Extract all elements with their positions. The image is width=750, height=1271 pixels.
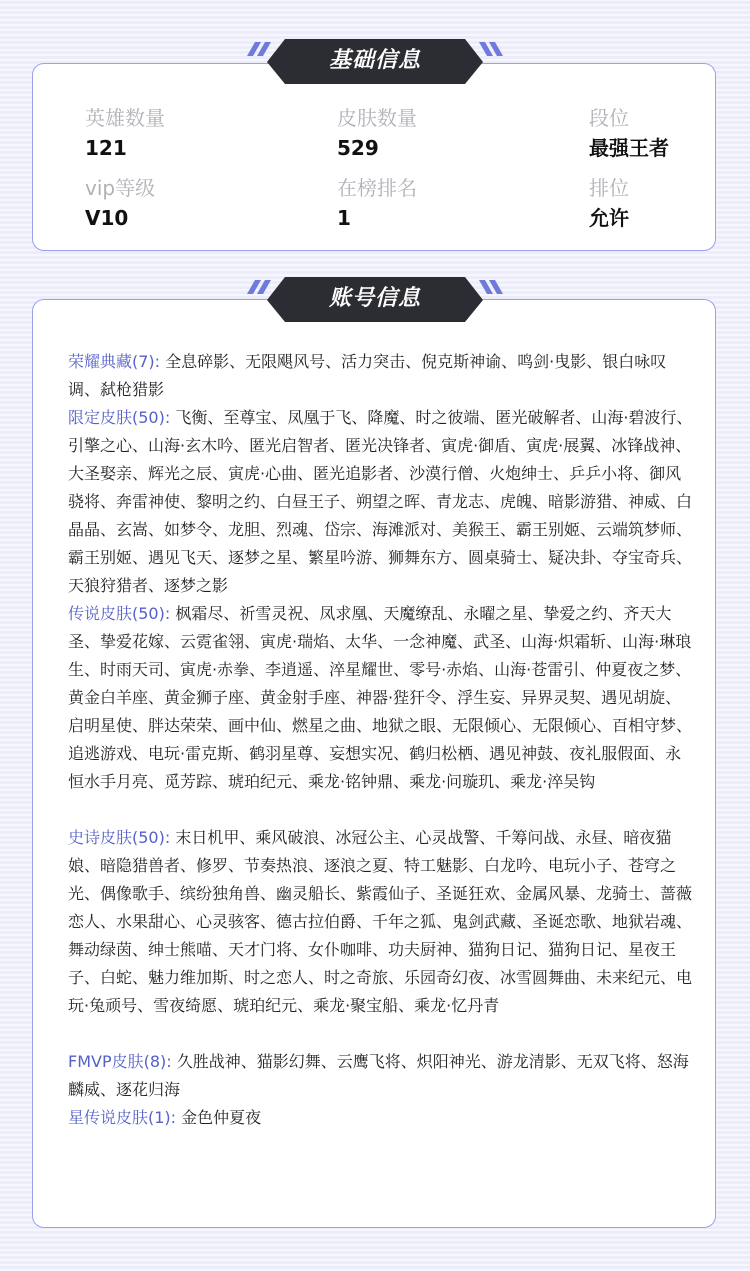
stat-value: 最强王者 [589,136,669,160]
category-label: 限定皮肤(50): [68,408,171,427]
category-items: 飞衡、至尊宝、凤凰于飞、降魔、时之彼端、匿光破解者、山海·碧波行、引擎之心、山海·玄木吟、匿光启智者、匿光决锋者、寅虎·御盾、寅虎·展翼、冰锋战神、大圣娶亲、辉光之辰、寅虎·心曲、匿光追影者、沙漠行僧、火炮绅士、乒乒小将、御风骁将、奔雷神使、黎明之约、白昼王子、朔望之晖、青龙志、虎魄、暗影游猎、神威、白晶晶、玄嵩、如梦令、龙胆、烈魂、岱宗、海滩派对、美猴王、霸王别姬、云端筑梦师、霸王别姬、遇见飞天、逐梦之星、繁星吟游、狮舞东方、圆桌骑士、疑决卦、夺宝奇兵、天狼狩猎者、逐梦之影 [68,408,693,595]
stat-ranked-allowed [589,175,750,231]
stat-label: vip等级 [85,176,156,200]
category-label: FMVP皮肤(8): [68,1052,172,1071]
skin-category-epic [68,824,693,1020]
stat-skin-count [337,105,537,161]
skin-category-limited [68,404,693,600]
category-items: 全息碎影、无限飓风号、活力突击、倪克斯神谕、鸣剑·曳影、银白咏叹调、弑枪猎影 [68,352,667,399]
category-items: 金色仲夏夜 [181,1108,262,1127]
section-title: 账号信息 [328,286,421,311]
category-items: 枫霜尽、祈雪灵祝、凤求凰、天魔缭乱、永曜之星、挚爱之约、齐天大圣、挚爱花嫁、云霓雀翎、寅虎·瑞焰、太华、一念神魔、武圣、山海·炽霜斩、山海·琳琅生、时雨天司、寅虎·赤拳、李逍遥、淬星耀世、零号·赤焰、山海·苍雷引、仲夏夜之梦、黄金白羊座、黄金狮子座、黄金射手座、神器·狴犴令、浮生妄、异界灵契、遇见胡旋、启明星使、胖达荣荣、画中仙、燃星之曲、地狱之眼、无限倾心、无限倾心、百相守梦、追逃游戏、电玩·雷克斯、鹤羽星尊、妄想实况、鹤归松栖、遇见神鼓、夜礼服假面、永恒水手月亮、觅芳踪、琥珀纪元、乘龙·铭钟鼎、乘龙·问璇玑、乘龙·淬吴钩 [68,604,693,791]
stat-label: 排位 [589,176,629,200]
skin-category-star-legend [68,1104,693,1132]
stat-label: 皮肤数量 [337,106,417,130]
stat-label: 在榜排名 [337,176,417,200]
account-info-panel [32,299,716,1228]
stat-value: 1 [337,206,351,230]
stat-leaderboard-rank [337,175,537,231]
category-label: 星传说皮肤(1): [68,1108,177,1127]
category-items: 久胜战神、猫影幻舞、云鹰飞将、炽阳神光、游龙清影、无双飞将、怒海麟威、逐花归海 [68,1052,689,1099]
basic-info-panel [32,63,716,251]
stat-label: 英雄数量 [85,106,165,130]
account-info-title-banner [245,276,505,324]
category-label: 传说皮肤(50): [68,604,171,623]
skin-category-glory [68,348,693,404]
stat-label: 段位 [589,106,629,130]
stat-value: V10 [85,206,129,230]
stat-hero-count [85,105,285,161]
section-title: 基础信息 [328,48,421,73]
skin-category-legend [68,600,693,796]
category-items: 末日机甲、乘风破浪、冰冠公主、心灵战警、千筹问战、永昼、暗夜猫娘、暗隐猎兽者、修罗、节奏热浪、逐浪之夏、特工魅影、白龙吟、电玩小子、苍穹之光、偶像歌手、缤纷独角兽、幽灵船长、紫霞仙子、圣诞狂欢、金属风暴、龙骑士、蔷薇恋人、水果甜心、心灵骇客、德古拉伯爵、千年之狐、鬼剑武藏、圣诞恋歌、地狱岩魂、舞动绿茵、绅士熊喵、天才门将、女仆咖啡、功夫厨神、猫狗日记、猫狗日记、星夜王子、白蛇、魅力维加斯、时之恋人、时之奇旅、乐园奇幻夜、冰雪圆舞曲、未来纪元、电玩·兔顽号、雪夜绮愿、琥珀纪元、乘龙·聚宝船、乘龙·忆丹青 [68,828,693,1015]
category-label: 荣耀典藏(7): [68,352,161,371]
skin-list [68,348,693,1132]
stat-value: 121 [85,136,127,160]
basic-info-title-banner [245,38,505,86]
stat-vip-level [85,175,285,231]
stat-value: 529 [337,136,379,160]
stat-value: 允许 [589,206,629,230]
stat-rank-tier [589,105,750,161]
skin-category-fmvp [68,1048,693,1104]
category-label: 史诗皮肤(50): [68,828,171,847]
